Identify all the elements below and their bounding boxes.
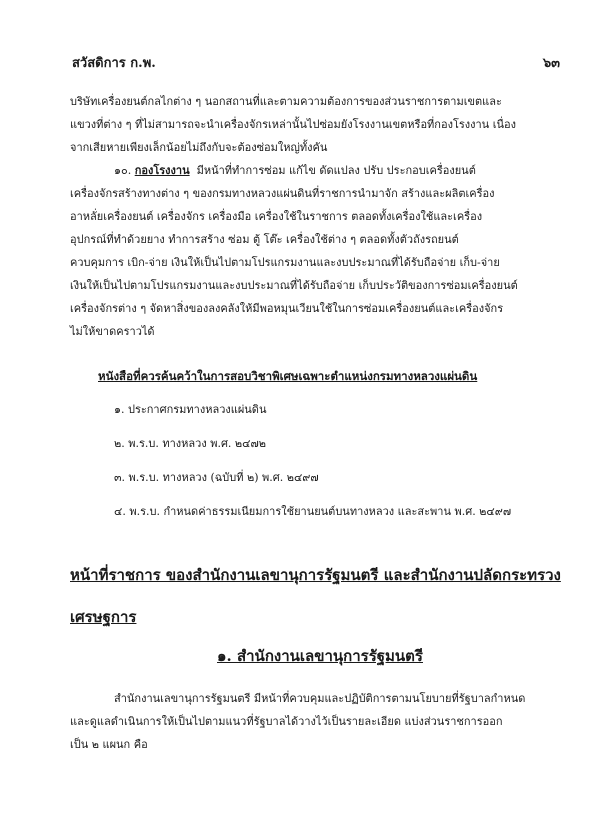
text-line: เป็น ๒ แผนก คือ <box>70 738 148 751</box>
text-line: เครื่องจักรสร้างทางต่าง ๆ ของกรมทางหลวงแผ่นดินที่ราชการนำมาจัก สร้างและผลิตเครื่อง <box>70 187 495 200</box>
reading-list-title: หนังสือที่ควรค้นคว้าในการสอบวิชาพิเศษเฉพาะตำแหน่งกรมทางหลวงแผ่นดิน <box>98 369 478 383</box>
text-line: มีหน้าที่ทำการซ่อม แก้ไข ดัดแปลง ปรับ ประกอบเครื่องยนต์ <box>196 164 476 177</box>
page-body <box>70 90 570 756</box>
text-line: เงินให้เป็นไปตามโปรแกรมงานและงบประมาณที่ได้รับถือจ่าย เก็บประวัติของการซ่อมเครื่องยนต์ <box>70 279 518 292</box>
running-title: สวัสดิการ ก.พ. <box>72 56 156 71</box>
section-10 <box>70 159 570 343</box>
reading-list <box>70 365 570 529</box>
text-line: ควบคุมการ เบิก-จ่าย เงินให้เป็นไปตามโปรแกรมงานและงบประมาณที่ได้รับถือจ่าย เก็บ-จ่าย <box>70 256 500 269</box>
chapter-title-line-2: เศรษฐการ <box>70 608 137 626</box>
list-item: ๒. พ.ร.บ. ทางหลวง พ.ศ. ๒๔๗๒ <box>114 437 267 450</box>
text-line: และดูแลดำเนินการให้เป็นไปตามแนวที่รัฐบาลได้วางไว้เป็นรายละเอียด แบ่งส่วนราชการออก <box>70 715 503 728</box>
text-line: จากเสียหายเพียงเล็กน้อยไม่ถึงกับจะต้องซ่อมใหญ่ทั้งคัน <box>70 141 328 154</box>
subsection-title: ๑. สำนักงานเลขานุการรัฐมนตรี <box>217 647 423 665</box>
text-line: อาหลั่ยเครื่องยนต์ เครื่องจักร เครื่องมือ เครื่องใช้ในราชการ ตลอดทั้งเครื่องใช้และเครื่อง <box>70 210 483 223</box>
text-line: สำนักงานเลขานุการรัฐมนตรี มีหน้าที่ควบคุมและปฏิบัติการตามนโยบายที่รัฐบาลกำหนด <box>114 692 526 705</box>
text-line: แขวงที่ต่าง ๆ ที่ไม่สามารถจะนำเครื่องจักรเหล่านั้นไปซ่อมยังโรงงานเขตหรือที่กองโรงงาน เนื่อง <box>70 118 516 131</box>
text-line: บริษัทเครื่องยนต์กลไกต่าง ๆ นอกสถานที่และตามความต้องการของส่วนราชการตามเขตและ <box>70 95 502 108</box>
text-line: ไม่ให้ขาดคราวได้ <box>70 325 155 338</box>
section-number: ๑๐. <box>114 164 132 177</box>
text-line: อุปกรณ์ที่ทำด้วยยาง ทำการสร้าง ซ่อม ตู้ โต๊ะ เครื่องใช้ต่าง ๆ ตลอดทั้งตัวถังรถยนต์ <box>70 233 459 246</box>
text-line: เครื่องจักรต่าง ๆ จัดหาสิ่งของลงคลังให้มีพอหมุนเวียนใช้ในการซ่อมเครื่องยนต์และเครื่องจักร <box>70 302 504 315</box>
chapter-heading <box>70 557 570 635</box>
list-item: ๔. พ.ร.บ. กำหนดค่าธรรมเนียมการใช้ยานยนต์บนทางหลวง และสะพาน พ.ศ. ๒๔๙๗ <box>114 505 512 518</box>
page-header <box>72 52 560 74</box>
section-10-first-line <box>70 159 570 182</box>
list-item: ๑. ประกาศกรมทางหลวงแผ่นดิน <box>114 403 267 416</box>
chapter-title-line-1: หน้าที่ราชการ ของสำนักงานเลขานุการรัฐมนตรี และสำนักงานปลัดกระทรวง <box>70 566 561 584</box>
list-item: ๓. พ.ร.บ. ทางหลวง (ฉบับที่ ๒) พ.ศ. ๒๔๙๗ <box>114 471 319 484</box>
intro-paragraph <box>70 90 570 159</box>
section-heading: กองโรงงาน <box>134 164 190 177</box>
page-number: ๖๓ <box>542 56 560 71</box>
subsection-1 <box>70 639 570 756</box>
